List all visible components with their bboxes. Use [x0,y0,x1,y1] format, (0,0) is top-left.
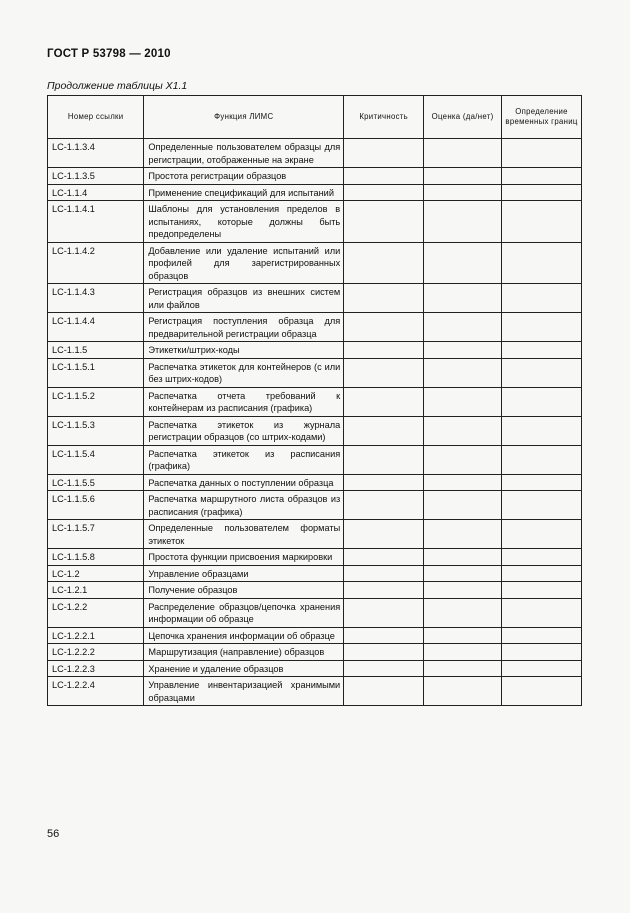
function-cell: Простота регистрации образцов [144,168,344,185]
timeframe-cell [502,474,582,491]
criticality-cell [344,627,424,644]
ref-cell: LC-1.1.4.1 [48,201,144,243]
table-row [48,242,582,284]
table-row [48,387,582,416]
table-row [48,660,582,677]
timeframe-cell [502,313,582,342]
timeframe-cell [502,387,582,416]
timeframe-cell [502,627,582,644]
ref-cell: LC-1.2.1 [48,582,144,599]
table-row [48,474,582,491]
table-header-row [48,96,582,139]
table-row [48,598,582,627]
criticality-cell [344,342,424,359]
evaluation-cell [424,660,502,677]
ref-cell: LC-1.1.3.5 [48,168,144,185]
ref-cell: LC-1.1.5.5 [48,474,144,491]
criticality-cell [344,387,424,416]
ref-cell: LC-1.2.2.2 [48,644,144,661]
function-cell: Хранение и удаление образцов [144,660,344,677]
function-cell: Регистрация образцов из внешних систем или файлов [144,284,344,313]
page-number: 56 [47,828,60,840]
column-header-timeframe: Определение временных границ [502,96,582,139]
ref-cell: LC-1.2 [48,565,144,582]
criticality-cell [344,445,424,474]
criticality-cell [344,598,424,627]
criticality-cell [344,284,424,313]
criticality-cell [344,582,424,599]
ref-cell: LC-1.1.4.4 [48,313,144,342]
function-cell: Распечатка этикеток для контейнеров (с или без штрих-кодов) [144,358,344,387]
timeframe-cell [502,644,582,661]
lims-table [47,95,582,706]
table-row [48,582,582,599]
table-row [48,520,582,549]
evaluation-cell [424,491,502,520]
criticality-cell [344,242,424,284]
criticality-cell [344,201,424,243]
column-header-evaluation: Оценка (да/нет) [424,96,502,139]
ref-cell: LC-1.2.2.3 [48,660,144,677]
function-cell: Шаблоны для установления пределов в испытаниях, которые должны быть предопределены [144,201,344,243]
function-cell: Применение спецификаций для испытаний [144,184,344,201]
table-row [48,284,582,313]
evaluation-cell [424,677,502,706]
function-cell: Распределение образцов/цепочка хранения информации об образце [144,598,344,627]
function-cell: Распечатка отчета требований к контейнерам из расписания (графика) [144,387,344,416]
function-cell: Распечатка данных о поступлении образца [144,474,344,491]
timeframe-cell [502,184,582,201]
timeframe-cell [502,660,582,677]
timeframe-cell [502,416,582,445]
column-header-function: Функция ЛИМС [144,96,344,139]
criticality-cell [344,416,424,445]
timeframe-cell [502,358,582,387]
table-row [48,416,582,445]
function-cell: Добавление или удаление испытаний или профилей для зарегистрированных образцов [144,242,344,284]
timeframe-cell [502,342,582,359]
table-row [48,677,582,706]
evaluation-cell [424,445,502,474]
timeframe-cell [502,549,582,566]
function-cell: Управление образцами [144,565,344,582]
evaluation-cell [424,358,502,387]
criticality-cell [344,139,424,168]
ref-cell: LC-1.1.4 [48,184,144,201]
function-cell: Распечатка маршрутного листа образцов из расписания (графика) [144,491,344,520]
function-cell: Распечатка этикеток из журнала регистрации образцов (со штрих-кодами) [144,416,344,445]
table-row [48,549,582,566]
criticality-cell [344,549,424,566]
function-cell: Этикетки/штрих-коды [144,342,344,359]
criticality-cell [344,168,424,185]
function-cell: Регистрация поступления образца для предварительной регистрации образца [144,313,344,342]
timeframe-cell [502,565,582,582]
evaluation-cell [424,474,502,491]
ref-cell: LC-1.1.5.6 [48,491,144,520]
table-row [48,358,582,387]
table-row [48,644,582,661]
criticality-cell [344,358,424,387]
function-cell: Определенные пользователем образцы для регистрации, отображенные на экране [144,139,344,168]
timeframe-cell [502,520,582,549]
timeframe-cell [502,598,582,627]
column-header-criticality: Критичность [344,96,424,139]
evaluation-cell [424,284,502,313]
timeframe-cell [502,284,582,313]
evaluation-cell [424,644,502,661]
ref-cell: LC-1.1.4.2 [48,242,144,284]
function-cell: Распечатка этикеток из расписания (графика) [144,445,344,474]
evaluation-cell [424,387,502,416]
timeframe-cell [502,201,582,243]
criticality-cell [344,491,424,520]
evaluation-cell [424,598,502,627]
ref-cell: LC-1.2.2 [48,598,144,627]
ref-cell: LC-1.1.5.8 [48,549,144,566]
function-cell: Определенные пользователем форматы этикеток [144,520,344,549]
ref-cell: LC-1.1.5.7 [48,520,144,549]
evaluation-cell [424,520,502,549]
timeframe-cell [502,168,582,185]
ref-cell: LC-1.2.2.4 [48,677,144,706]
ref-cell: LC-1.1.5.1 [48,358,144,387]
table-row [48,184,582,201]
evaluation-cell [424,549,502,566]
ref-cell: LC-1.1.5.3 [48,416,144,445]
function-cell: Цепочка хранения информации об образце [144,627,344,644]
evaluation-cell [424,201,502,243]
table-row [48,201,582,243]
ref-cell: LC-1.1.5.4 [48,445,144,474]
table-row [48,168,582,185]
criticality-cell [344,644,424,661]
ref-cell: LC-1.1.3.4 [48,139,144,168]
ref-cell: LC-1.2.2.1 [48,627,144,644]
criticality-cell [344,660,424,677]
table-body [48,139,582,706]
ref-cell: LC-1.1.5.2 [48,387,144,416]
table-row [48,565,582,582]
table-row [48,627,582,644]
column-header-ref: Номер ссылки [48,96,144,139]
function-cell: Простота функции присвоения маркировки [144,549,344,566]
evaluation-cell [424,242,502,284]
function-cell: Маршрутизация (направление) образцов [144,644,344,661]
criticality-cell [344,184,424,201]
timeframe-cell [502,445,582,474]
table-row [48,139,582,168]
evaluation-cell [424,139,502,168]
evaluation-cell [424,168,502,185]
ref-cell: LC-1.1.4.3 [48,284,144,313]
table-row [48,445,582,474]
function-cell: Получение образцов [144,582,344,599]
evaluation-cell [424,582,502,599]
timeframe-cell [502,582,582,599]
evaluation-cell [424,313,502,342]
evaluation-cell [424,565,502,582]
evaluation-cell [424,342,502,359]
ref-cell: LC-1.1.5 [48,342,144,359]
table-row [48,491,582,520]
table-row [48,313,582,342]
function-cell: Управление инвентаризацией хранимыми образцами [144,677,344,706]
timeframe-cell [502,242,582,284]
criticality-cell [344,474,424,491]
criticality-cell [344,520,424,549]
criticality-cell [344,313,424,342]
table-caption: Продолжение таблицы X1.1 [47,80,188,92]
timeframe-cell [502,139,582,168]
evaluation-cell [424,416,502,445]
evaluation-cell [424,184,502,201]
criticality-cell [344,677,424,706]
document-header: ГОСТ Р 53798 — 2010 [47,48,171,60]
criticality-cell [344,565,424,582]
table-row [48,342,582,359]
timeframe-cell [502,491,582,520]
timeframe-cell [502,677,582,706]
evaluation-cell [424,627,502,644]
